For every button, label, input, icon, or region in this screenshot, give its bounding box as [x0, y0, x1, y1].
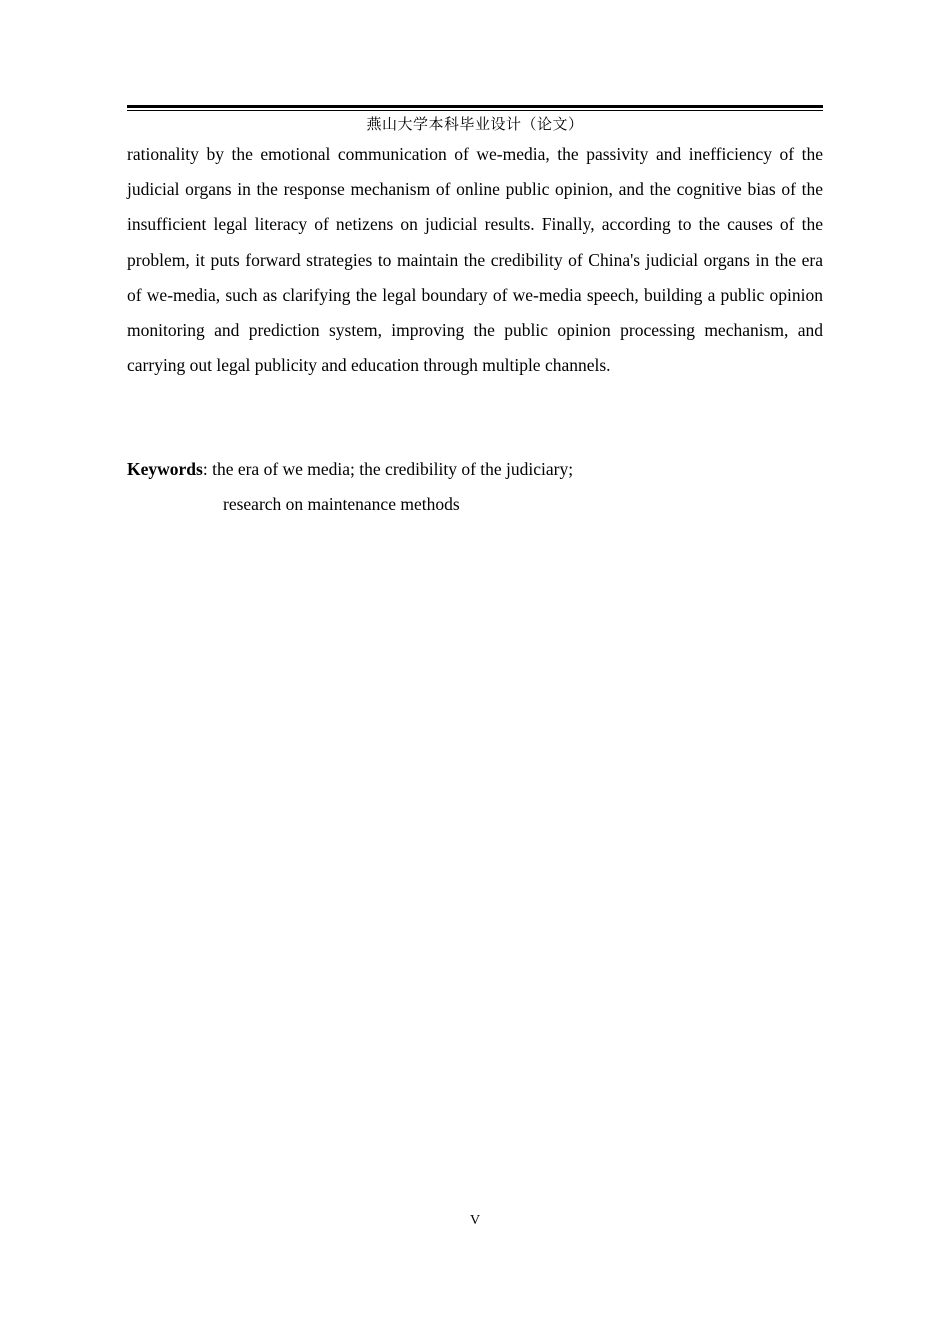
page-number: V	[469, 1213, 481, 1228]
keywords-first-line	[127, 452, 823, 487]
header-rule-thin	[127, 110, 823, 111]
keywords-section	[127, 452, 823, 522]
keywords-separator: :	[202, 459, 213, 479]
header-rule-thick	[127, 105, 823, 108]
abstract-paragraph: rationality by the emotional communication of we-media, the passivity and inefficiency of the judicial organs in the response mechanism of online public opinion, and the cognitive bias of the insufficient legal literacy of netizens on judicial results. Finally, according to the causes of the problem, it puts forward strategies to maintain the credibility of China's judicial organs in the era of we-media, such as clarifying the legal boundary of we-media speech, building a public opinion monitoring and prediction system, improving the public opinion processing mechanism, and carrying out legal publicity and education through multiple channels.	[127, 144, 823, 376]
running-header-title: 燕山大学本科毕业设计（论文）	[366, 115, 584, 133]
keywords-text-line-1: the era of we media; the credibility of the judiciary;	[212, 459, 574, 479]
keywords-text-line-2: research on maintenance methods	[223, 494, 460, 514]
keywords-label: Keywords	[127, 459, 203, 479]
